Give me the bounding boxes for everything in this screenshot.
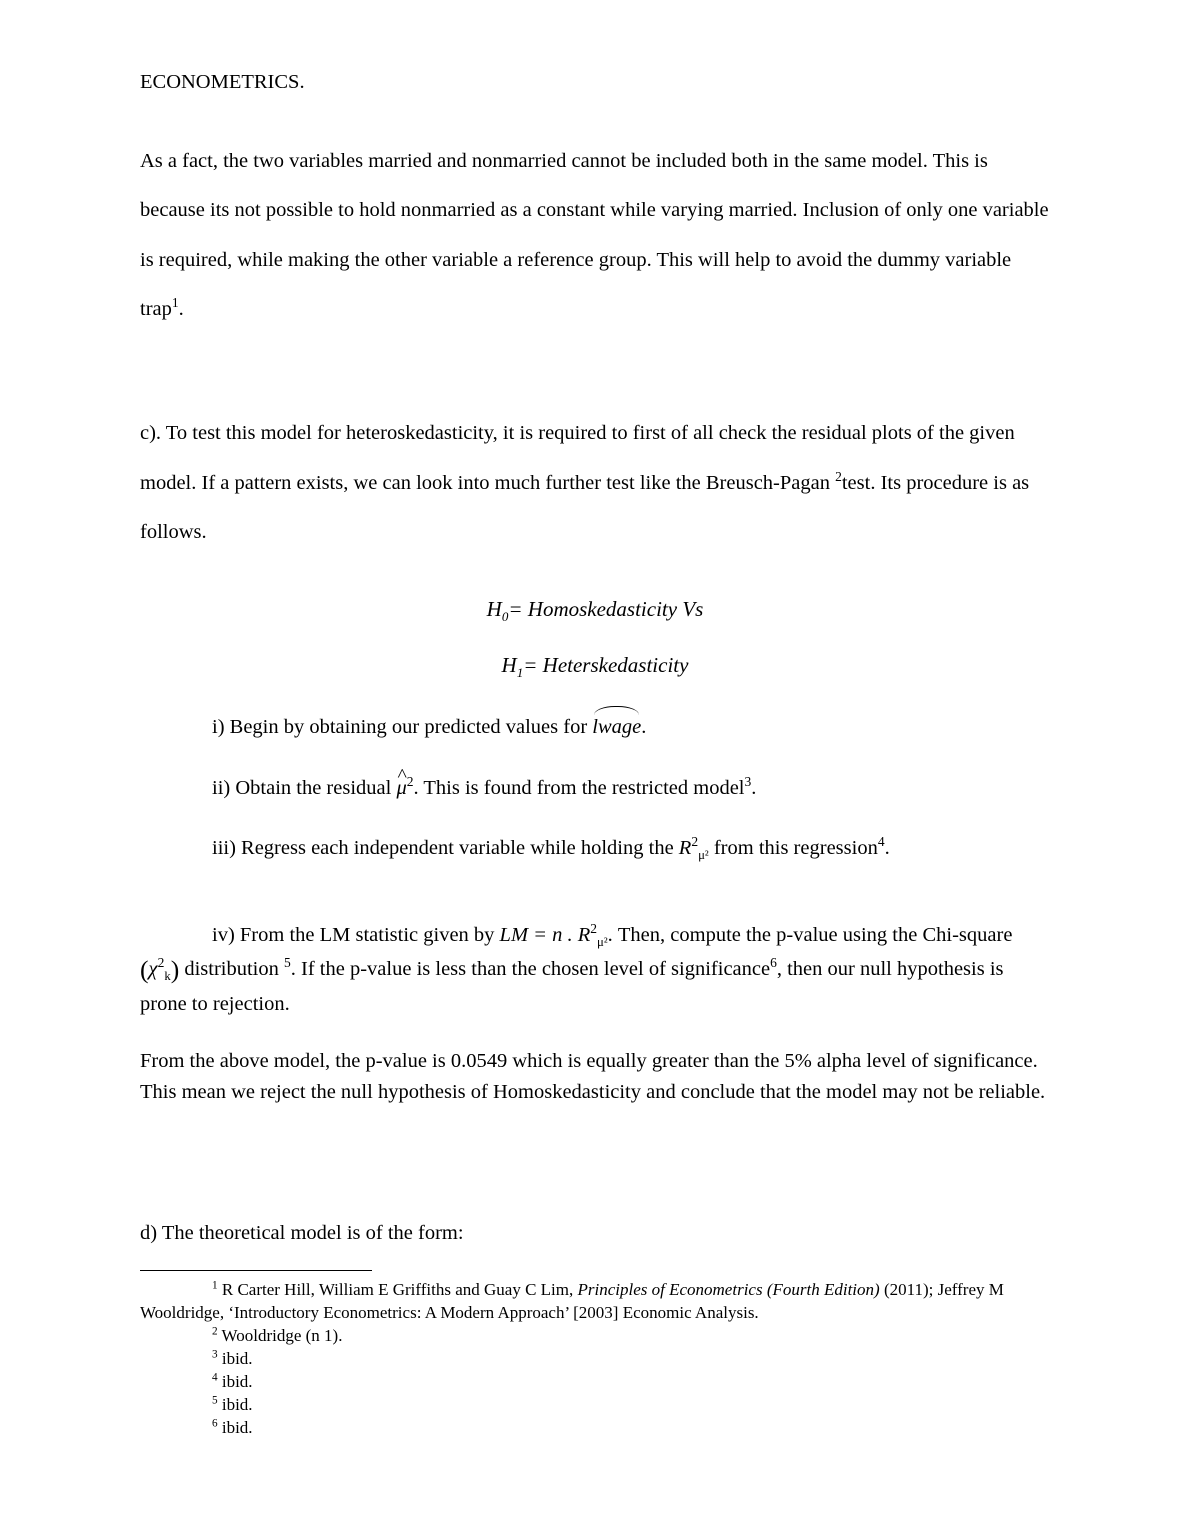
step-iv-text-a: iv) From the LM statistic given by — [212, 924, 500, 947]
footnote-separator-rule — [140, 1270, 372, 1271]
spacer — [140, 894, 1050, 920]
paragraph-c — [140, 409, 1050, 558]
step-ii-text-c: . — [751, 776, 757, 799]
footnote-item — [140, 1417, 1050, 1440]
list-item — [140, 920, 1050, 1020]
footnote-title-italic: Principles of Econometrics (Fourth Edition) — [577, 1280, 880, 1300]
footnote-ref-1: 1 — [171, 295, 179, 311]
spacer — [140, 1108, 1050, 1218]
footnote-marker: 3 — [212, 1348, 218, 1361]
footnote-ref-4: 4 — [877, 834, 885, 850]
footnote-item — [140, 1394, 1050, 1417]
footnote-item — [140, 1279, 1050, 1325]
footnote-section — [140, 1270, 1050, 1440]
step-iv-math-subscript: μ² — [597, 935, 608, 950]
step-iv-text-d: . If the p-value is less than the chosen level of significance — [290, 957, 771, 980]
step-iv-text-b: . Then, compute the p-value using the Chi-square — [607, 924, 1013, 947]
footnote-ref-2: 2 — [835, 468, 842, 484]
step-iii-text-c: . — [884, 837, 890, 860]
footnote-marker: 2 — [212, 1325, 218, 1338]
equation-h0 — [140, 588, 1050, 630]
list-item — [140, 712, 1050, 743]
spacer — [140, 365, 1050, 409]
footnote-text-a: ibid. — [217, 1349, 253, 1369]
footnote-marker: 6 — [212, 1417, 218, 1430]
paragraph-intro-text: As a fact, the two variables married and nonmarried cannot be included both in the same model. This is because its not possible to hold nonmarried as a constant while varying married. Inclusion of only one variable is required, while making the other variable a reference group. This will help to avoid the dummy variable trap — [140, 149, 1049, 321]
step-ii-text-b: . This is found from the restricted model — [413, 776, 745, 799]
paragraph-d: d) The theoretical model is of the form: — [140, 1221, 464, 1244]
step-iii-math-r: R — [678, 837, 692, 860]
footnote-ref-5: 5 — [284, 954, 291, 970]
equation-h0-subscript: 0 — [501, 609, 509, 625]
equation-h1-subscript: 1 — [516, 665, 524, 681]
list-item — [140, 773, 1050, 804]
footnote-text-a: ibid. — [217, 1394, 253, 1414]
page-title: ECONOMETRICS. — [140, 71, 305, 93]
footnote-item — [140, 1371, 1050, 1394]
step-iv-chi-exponent: 2 — [157, 954, 165, 970]
footnote-item — [140, 1325, 1050, 1348]
list-item — [140, 833, 1050, 864]
paragraph-intro — [140, 137, 1050, 335]
footnote-text-a: Wooldridge (n 1). — [217, 1326, 343, 1346]
paragraph-c-text-a: c). To test this model for heteroskedasticity, it is required to first of all check the residual plots of the given model. If a pattern exists, we can look into much further test like the Breusch-Pagan — [140, 422, 1015, 494]
equation-h1 — [140, 644, 1050, 686]
step-ii-text-a: ii) Obtain the residual — [212, 776, 397, 799]
footnote-ref-6: 6 — [770, 954, 777, 970]
paragraph-conclusion: From the above model, the p-value is 0.0549 which is equally greater than the 5% alpha level of significance. This mean we reject the null hypothesis of Homoskedasticity and conclude that the model may not be reliable. — [140, 1050, 1046, 1103]
step-iii-math-subscript: μ² — [698, 848, 709, 863]
step-iv-chi-subscript: k — [164, 968, 171, 983]
step-iv-math-lm: LM = n . R — [499, 924, 591, 947]
step-iii-text-a: iii) Regress each independent variable while holding the — [212, 837, 679, 860]
step-iv-text-c: distribution — [179, 957, 285, 980]
equation-h0-body: = Homoskedasticity Vs — [508, 596, 704, 621]
spacer — [140, 686, 1050, 712]
step-i-text-b: . — [641, 715, 647, 738]
step-iv-paren-close: ) — [170, 954, 180, 984]
footnote-marker: 4 — [212, 1371, 218, 1384]
step-i-text-a: i) Begin by obtaining our predicted values for — [212, 715, 593, 738]
step-i-math-lwage: lwage — [592, 712, 641, 743]
equation-h1-body: = Heterskedasticity — [523, 652, 689, 677]
step-iv-math-chi: χ — [148, 957, 158, 980]
footnote-marker: 5 — [212, 1394, 218, 1407]
footnote-text-a: ibid. — [217, 1372, 253, 1392]
step-iv-paren-open: ( — [140, 954, 149, 984]
footnote-text-a: ibid. — [217, 1417, 253, 1437]
paragraph-c-text-b: test. Its procedure is as follows. — [140, 471, 1030, 544]
step-iii-math-exponent: 2 — [691, 834, 699, 850]
footnote-text-b: (2011); Jeffrey M Wooldridge, ‘Introductory Econometrics: A Modern Approach’ [2003] Economic Analysis. — [140, 1280, 1004, 1323]
footnote-text-a: R Carter Hill, William E Griffiths and Guay C Lim, — [217, 1280, 578, 1300]
spacer — [140, 1020, 1050, 1046]
step-ii-math-mu: ^ μ — [396, 773, 406, 804]
step-iii-text-b: from this regression — [708, 837, 878, 860]
step-ii-math-exponent: 2 — [406, 773, 414, 789]
paragraph-intro-period: . — [178, 298, 184, 321]
step-iv-math-exponent: 2 — [590, 921, 598, 937]
footnote-marker: 1 — [212, 1279, 218, 1292]
footnote-item — [140, 1348, 1050, 1371]
step-iv-text-e: , then our null hypothesis is prone to rejection. — [140, 957, 1004, 1016]
equation-h0-symbol: H — [486, 596, 502, 621]
footnote-ref-3: 3 — [744, 773, 752, 789]
equation-h1-symbol: H — [501, 652, 517, 677]
